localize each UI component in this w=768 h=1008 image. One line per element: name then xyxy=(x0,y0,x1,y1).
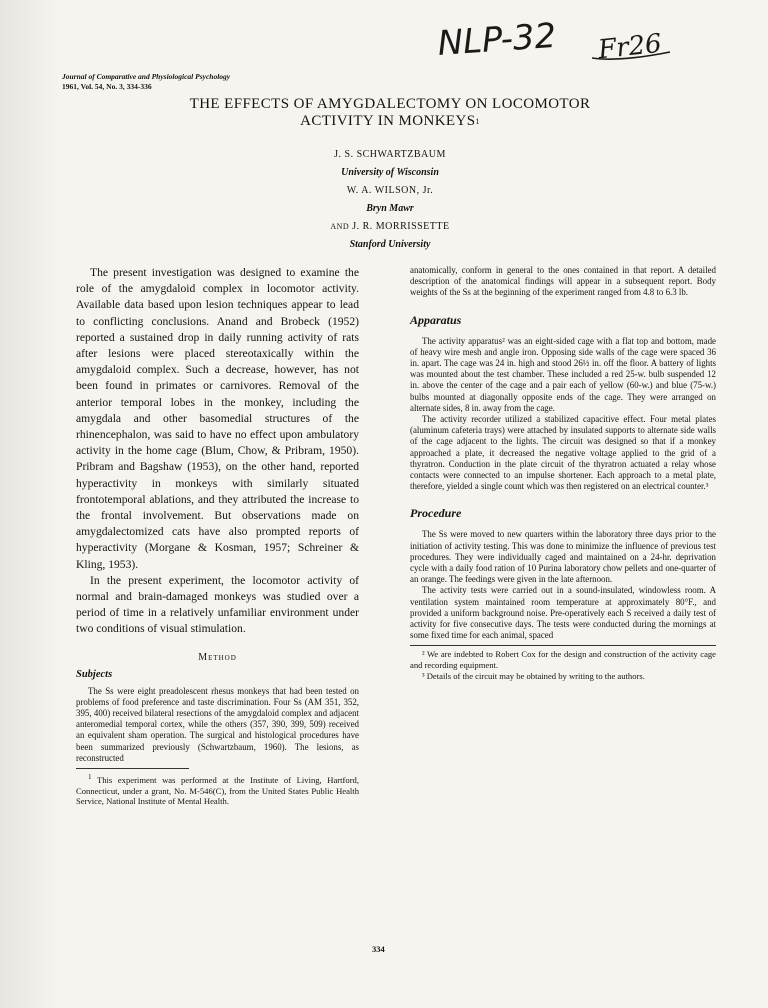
subjects-paragraph: The Ss were eight preadolescent rhesus monkeys that had been tested on problems of food preference and taste discrimination. Four Ss (AM 351, 352, 395, 400) received bilateral resections of the amygdaloid complex and adjacent anteromedial temporal cortex, while the others (357, 390, 399, 509) received an equivalent sham operation. The surgical and histological procedures have been summarized previously (Schwartzbaum, 1960). The lesions, as reconstructed xyxy=(76,685,359,763)
anatomy-paragraph: anatomically, conform in general to the ones contained in that report. A detailed description of the anatomical findings will appear in a subsequent report. Body weights of the Ss at the beginning of the experiment ranged from 4.8 to 6.3 lb. xyxy=(410,265,716,298)
author-conjunction: AND xyxy=(330,222,350,231)
apparatus-paragraph-1: The activity apparatus² was an eight-sided cage with a flat top and bottom, made of heavy wire mesh and angle iron. Opposing side walls of the cage were spaced 36 in. apart. The cage was 24 in. high and stood 26½ in. off the floor. A battery of lights was mounted about the test chamber. These included a red 25-w. bulb suspended 12 in. above the center of the cage and a pair each of yellow (60-w.) and blue (75-w.) bulbs mounted at diagonally opposite ends of the cage. They were arranged on alternate sides, 8 in. away from the cage. xyxy=(410,335,716,413)
journal-citation: 1961, Vol. 54, No. 3, 334-336 xyxy=(62,82,152,91)
handwritten-note: Fr26 xyxy=(596,28,664,66)
title-footnote-mark: 1 xyxy=(475,117,480,126)
intro-paragraph-2: In the present experiment, the locomotor activity of normal and brain-damaged monkeys was studied over a period of time in a relatively unfamiliar environment under two conditions of visual stimulation. xyxy=(76,573,359,636)
footnote-1-mark: 1 xyxy=(88,773,92,782)
affiliation-3: Stanford University xyxy=(349,239,431,250)
author-2: W. A. WILSON, Jr. xyxy=(346,185,434,196)
intro-paragraph-1: The present investigation was designed to examine the role of the amygdaloid complex in locomotor activity. Available data based upon lesion techniques appear to lead to conflicting conclusions. Anand and Brobeck (1952) reported a sustained drop in daily running activity of rats after lesions were placed stereotaxically within the amygdaloid complex. Such a decrease, however, has not been found in primates or carnivores. Removal of the anterior temporal lobes in the monkey, including the amygdala and other basomedial structures of the rhinencephalon, was said to have no effect upon ambulatory activity in the home cage (Blum, Chow, & Pribram, 1950). Pribram and Bagshaw (1953), on the other hand, reported hyperactivity in monkeys with similarly situated frontotemporal ablations, and they attributed the increase to the frontal involvement. But observations made on amygdalectomized cats have also prompted reports of hyperactivity (Morgane & Kosman, 1957; Schreiner & Kling, 1953). xyxy=(76,266,359,571)
affiliation-1: University of Wisconsin xyxy=(341,167,439,178)
footnote-1-text: This experiment was performed at the Institute of Living, Hartford, Connecticut, under a grant, No. M-546(C), from the United States Public Health Service, National Institute of Mental Health. xyxy=(76,774,360,807)
procedure-paragraph-2: The activity tests were carried out in a sound-insulated, windowless room. A ventilation system maintained room temperature at approximately 80°F., and provided a uniform background noise. Pre-operatively each S received a daily test of activity for five consecutive days. The tests were conducted during the mornings at some fixed time for each animal, spaced xyxy=(410,585,716,641)
footnote-2: ² We are indebted to Robert Cox for the design and construction of the activity cage and recording equipment. xyxy=(410,649,716,671)
right-column xyxy=(410,265,716,681)
procedure-paragraph-1: The Ss were moved to new quarters within the laboratory three days prior to the initiation of activity testing. This was done to minimize the influence of previous test procedures. They were individually caged and maintained on a 24-hr. deprivation cycle with a daily food ration of 10 Purina laboratory chow pellets and one-quarter of an orange. The feedings were given in the late afternoon. xyxy=(410,529,716,585)
procedure-heading: Procedure xyxy=(410,506,462,521)
handwritten-annotation xyxy=(420,10,710,70)
handwritten-code: NLP-32 xyxy=(436,15,558,64)
journal-header xyxy=(62,72,230,92)
journal-name: Journal of Comparative and Physiological Psychology xyxy=(62,72,231,81)
title-line-1: THE EFFECTS OF AMYGDALECTOMY ON LOCOMOTOR xyxy=(189,96,591,112)
author-block xyxy=(180,146,600,254)
paper-title xyxy=(60,96,720,130)
affiliation-2: Bryn Mawr xyxy=(366,203,414,214)
title-line-2: ACTIVITY IN MONKEYS xyxy=(300,113,476,129)
apparatus-paragraph-2: The activity recorder utilized a stabilized capacitive effect. Four metal plates (aluminum cafeteria trays) were attached by insulated supports to alternate side walls of the cage adjacent to the lights. The circuit was designed so that if a monkey approached a plate, it decreased the negative voltage applied to the grid of a thyratron. Conduction in the plate circuit of the thyratron actuated a relay whose contacts were connected to an impulse shortener. Each approach to a metal plate, therefore, yielded a single count which was then registered on an electrical counter.³ xyxy=(410,414,716,492)
method-heading: Method xyxy=(198,651,237,663)
scan-smudge xyxy=(0,0,60,1008)
author-3: J. R. MORRISSETTE xyxy=(352,221,450,232)
subjects-heading: Subjects xyxy=(76,668,113,680)
footnote-divider xyxy=(76,768,189,769)
footnote-3: ³ Details of the circuit may be obtained by writing to the authors. xyxy=(422,670,645,681)
apparatus-heading: Apparatus xyxy=(410,312,462,327)
footnote-divider-right xyxy=(410,645,716,646)
left-column xyxy=(76,265,359,807)
footnote-1 xyxy=(76,772,359,807)
page-number: 334 xyxy=(372,944,385,954)
author-1: J. S. SCHWARTZBAUM xyxy=(334,149,446,160)
